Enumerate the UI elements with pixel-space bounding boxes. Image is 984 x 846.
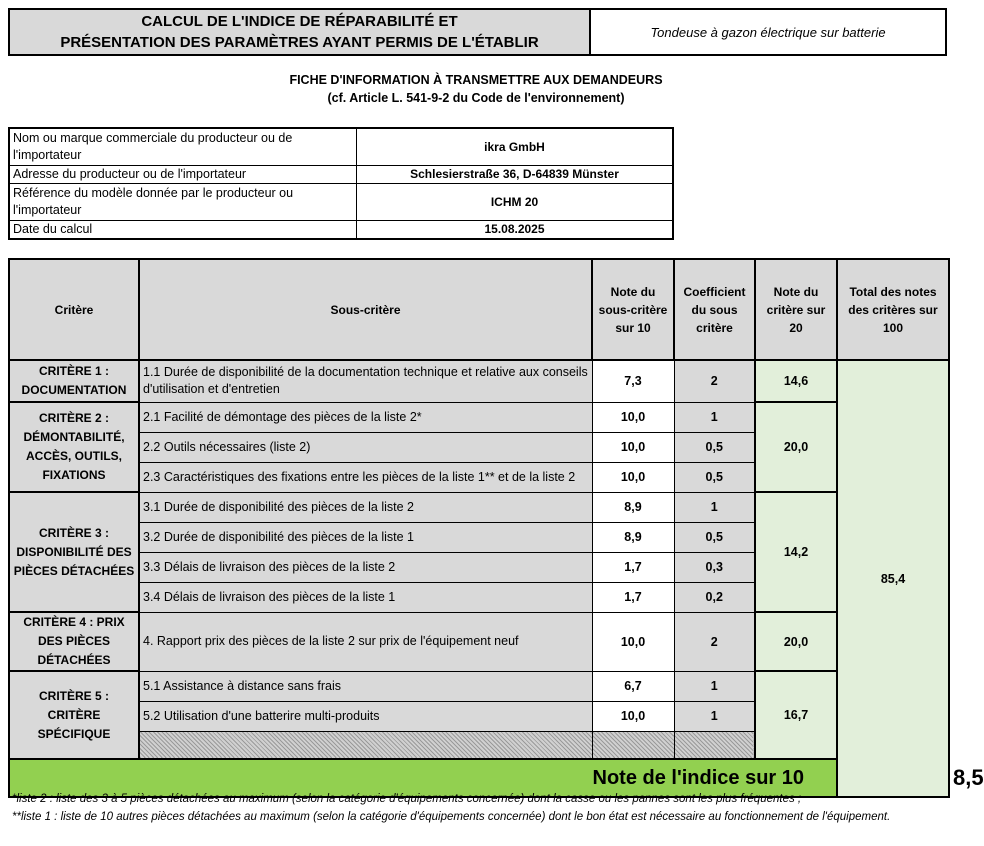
empty-cell: [592, 731, 674, 759]
header-row: [9, 259, 949, 360]
table-row: [9, 612, 949, 671]
fiche-reference: (cf. Article L. 541-9-2 du Code de l'environnement): [327, 91, 625, 105]
subcriterion-coef: 0,5: [674, 432, 755, 462]
subcriterion-label: 3.1 Durée de disponibilité des pièces de la liste 2: [139, 492, 592, 522]
col-note-critere: Note du critère sur 20: [755, 259, 837, 360]
info-value: ICHM 20: [357, 183, 674, 220]
col-critere: Critère: [9, 259, 139, 360]
subcriterion-label: 3.2 Durée de disponibilité des pièces de la liste 1: [139, 522, 592, 552]
table-row: [9, 402, 949, 432]
footnote-liste-2: *liste 2 : liste des 3 à 5 pièces détachées au maximum (selon la catégorie d'équipements concernée) dont la casse ou les pannes sont les plus fréquentes ;: [12, 793, 802, 805]
criterion-score: 20,0: [755, 612, 837, 671]
subcriterion-label: 1.1 Durée de disponibilité de la documentation technique et relative aux conseils d'utilisation et d'entretien: [139, 360, 592, 402]
subcriterion-note: 10,0: [592, 462, 674, 492]
subcriterion-label: 2.1 Facilité de démontage des pièces de la liste 2*: [139, 402, 592, 432]
info-label: Adresse du producteur ou de l'importateur: [9, 165, 357, 183]
info-row: [9, 183, 673, 220]
footer-row: Note de l'indice sur 10 8,5: [9, 759, 949, 797]
subcriterion-note: 10,0: [592, 612, 674, 671]
subcriterion-coef: 1: [674, 402, 755, 432]
subcriterion-coef: 0,3: [674, 552, 755, 582]
criterion-name: CRITÈRE 4 : PRIX DES PIÈCES DÉTACHÉES: [9, 612, 139, 671]
subcriterion-coef: 1: [674, 492, 755, 522]
subcriterion-coef: 2: [674, 360, 755, 402]
subcriterion-label: 3.4 Délais de livraison des pièces de la liste 1: [139, 582, 592, 612]
subcriterion-label: 2.2 Outils nécessaires (liste 2): [139, 432, 592, 462]
subcriterion-label: 4. Rapport prix des pièces de la liste 2 sur prix de l'équipement neuf: [139, 612, 592, 671]
subcriterion-label: 2.3 Caractéristiques des fixations entre les pièces de la liste 1** et de la liste 2: [139, 462, 592, 492]
table-row: [9, 671, 949, 701]
subcriterion-note: 10,0: [592, 432, 674, 462]
table-row: [9, 492, 949, 522]
criterion-score: 14,6: [755, 360, 837, 402]
subcriterion-coef: 1: [674, 671, 755, 701]
footnotes: [12, 790, 942, 826]
criterion-name: CRITÈRE 2 : DÉMONTABILITÉ, ACCÈS, OUTILS, FIXATIONS: [9, 402, 139, 492]
info-row: [9, 128, 673, 165]
criterion-name: CRITÈRE 1 : DOCUMENTATION: [9, 360, 139, 402]
subcriterion-note: 1,7: [592, 582, 674, 612]
criterion-score: 16,7: [755, 671, 837, 759]
criterion-name: CRITÈRE 3 : DISPONIBILITÉ DES PIÈCES DÉTACHÉES: [9, 492, 139, 612]
title-line-1: CALCUL DE L'INDICE DE RÉPARABILITÉ ET: [141, 13, 458, 30]
fiche-title: FICHE D'INFORMATION À TRANSMETTRE AUX DEMANDEURS: [289, 73, 663, 87]
subcriterion-note: 1,7: [592, 552, 674, 582]
document-title: [8, 8, 591, 56]
col-coefficient: Coefficient du sous critère: [674, 259, 755, 360]
subcriterion-note: 8,9: [592, 492, 674, 522]
product-type: Tondeuse à gazon électrique sur batterie: [591, 8, 947, 56]
subcriterion-label: 3.3 Délais de livraison des pièces de la liste 2: [139, 552, 592, 582]
index-label: Note de l'indice sur 10: [9, 759, 837, 797]
col-total: Total des notes des critères sur 100: [837, 259, 949, 360]
info-label: Nom ou marque commerciale du producteur ou de l'importateur: [9, 128, 357, 165]
subcriterion-label: 5.1 Assistance à distance sans frais: [139, 671, 592, 701]
total-score: 85,4: [837, 360, 949, 797]
subcriterion-note: 8,9: [592, 522, 674, 552]
info-value: ikra GmbH: [357, 128, 674, 165]
subcriterion-coef: 0,5: [674, 462, 755, 492]
info-row: [9, 165, 673, 183]
subcriterion-coef: 2: [674, 612, 755, 671]
col-note-sous-critere: Note du sous-critère sur 10: [592, 259, 674, 360]
subcriterion-note: 10,0: [592, 701, 674, 731]
subcriterion-label: 5.2 Utilisation d'une batterire multi-produits: [139, 701, 592, 731]
criterion-score: 20,0: [755, 402, 837, 492]
table-row: [9, 360, 949, 402]
subcriterion-coef: 0,2: [674, 582, 755, 612]
subcriterion-coef: 0,5: [674, 522, 755, 552]
info-label: Date du calcul: [9, 220, 357, 239]
criterion-name: CRITÈRE 5 : CRITÈRE SPÉCIFIQUE: [9, 671, 139, 759]
criterion-score: 14,2: [755, 492, 837, 612]
subcriterion-note: 7,3: [592, 360, 674, 402]
col-sous-critere: Sous-critère: [139, 259, 592, 360]
producer-info-table: [8, 127, 674, 240]
repairability-table: [8, 258, 984, 798]
empty-cell: [139, 731, 592, 759]
subcriterion-coef: 1: [674, 701, 755, 731]
footnote-liste-1: **liste 1 : liste de 10 autres pièces détachées au maximum (selon la catégorie d'équipements concernée) dont le bon état est nécessaire au fonctionnement de l'équipement.: [12, 811, 891, 823]
subcriterion-note: 6,7: [592, 671, 674, 701]
info-label: Référence du modèle donnée par le producteur ou l'importateur: [9, 183, 357, 220]
info-row: [9, 220, 673, 239]
empty-cell: [674, 731, 755, 759]
info-value: Schlesierstraße 36, D-64839 Münster: [357, 165, 674, 183]
title-line-2: PRÉSENTATION DES PARAMÈTRES AYANT PERMIS DE L'ÉTABLIR: [60, 34, 539, 51]
subcriterion-note: 10,0: [592, 402, 674, 432]
info-value: 15.08.2025: [357, 220, 674, 239]
